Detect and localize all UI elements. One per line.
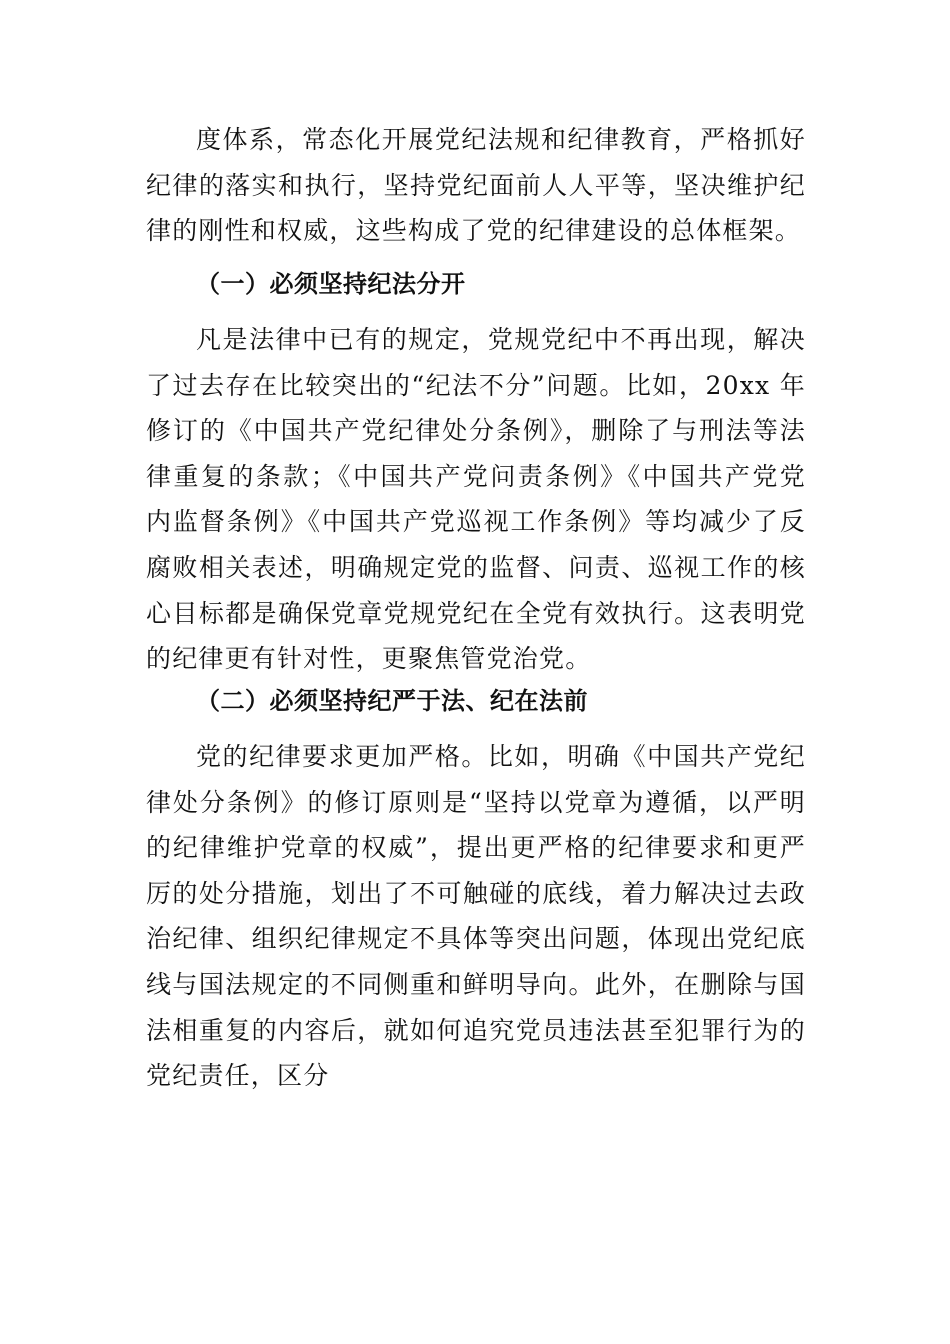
paragraph-line: 心目标都是确保党章党规党纪在全党有效执行。这表明党 [146,598,806,628]
paragraph-line: 厉的处分措施，划出了不可触碰的底线，着力解决过去政 [146,878,806,908]
paragraph-line: 腐败相关表述，明确规定党的监督、问责、巡视工作的核 [146,552,806,582]
paragraph-line: 治纪律、组织纪律规定不具体等突出问题，体现出党纪底 [146,924,806,954]
paragraph-line: 的纪律维护党章的权威”，提出更严格的纪律要求和更严 [146,833,806,863]
section-heading-2: （二）必须坚持纪严于法、纪在法前 [196,687,588,715]
paragraph-line: 纪律的落实和执行，坚持党纪面前人人平等，坚决维护纪 [146,170,806,200]
paragraph-line: 党的纪律要求更加严格。比如，明确《中国共产党纪 [196,742,806,771]
paragraph-line: 法相重复的内容后，就如何追究党员违法甚至犯罪行为的 [146,1015,806,1045]
paragraph-line: 的纪律更有针对性，更聚焦管党治党。 [146,644,592,674]
paragraph-line: 党纪责任，区分 [146,1061,330,1091]
section1-paragraph [146,317,806,682]
paragraph-line: 线与国法规定的不同侧重和鲜明导向。此外，在删除与国 [146,969,806,999]
paragraph-line: 凡是法律中已有的规定，党规党纪中不再出现，解决 [196,325,806,354]
section-heading-1: （一）必须坚持纪法分开 [196,270,466,298]
paragraph-line: 律处分条例》的修订原则是“坚持以党章为遵循，以严明 [146,787,806,817]
paragraph-line: 度体系，常态化开展党纪法规和纪律教育，严格抓好 [196,125,806,154]
paragraph-line: 内监督条例》《中国共产党巡视工作条例》等均减少了反 [146,507,806,537]
paragraph-line: 了过去存在比较突出的“纪法不分”问题。比如，20xx 年 [146,370,806,400]
paragraph-line: 修订的《中国共产党纪律处分条例》，删除了与刑法等法 [146,416,806,446]
paragraph-line: 律的刚性和权威，这些构成了党的纪律建设的总体框架。 [146,216,802,246]
paragraph-line: 律重复的条款；《中国共产党问责条例》《中国共产党党 [146,461,806,491]
section2-paragraph [146,734,806,1099]
intro-paragraph [146,117,806,254]
